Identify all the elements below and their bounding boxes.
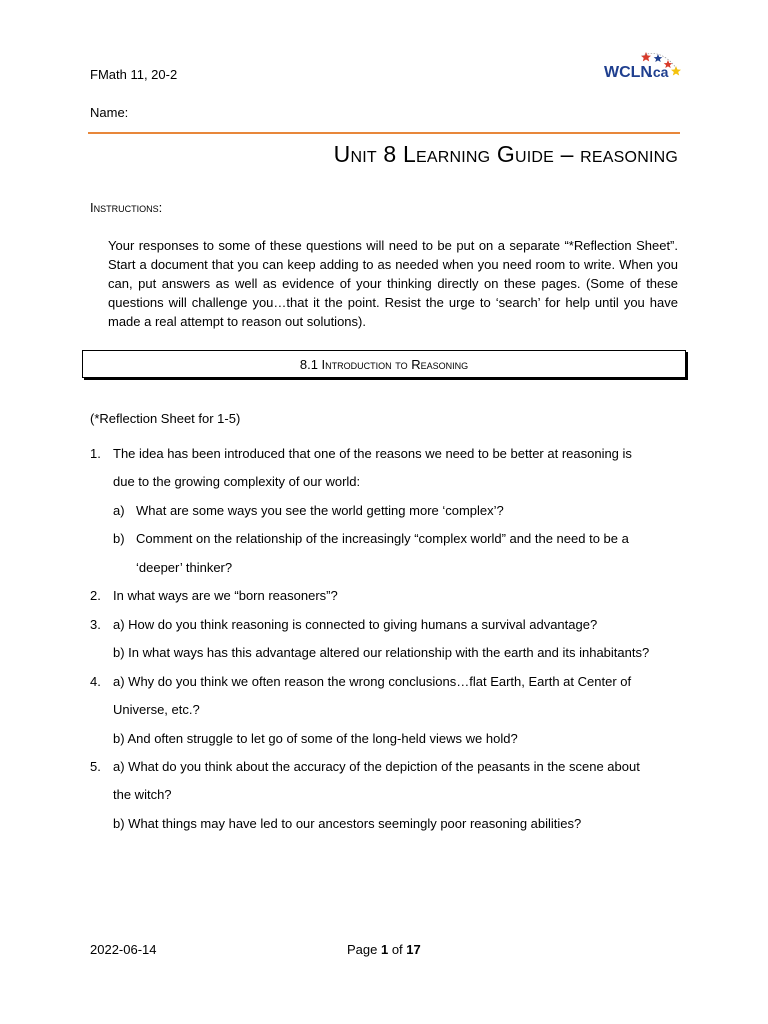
section-heading-box bbox=[82, 350, 686, 378]
reflection-note: (*Reflection Sheet for 1-5) bbox=[90, 411, 241, 426]
question-5-number: 5. bbox=[90, 759, 101, 774]
question-3-number: 3. bbox=[90, 617, 101, 632]
section-title: 8.1 Introduction to Reasoning bbox=[299, 356, 469, 372]
question-2-number: 2. bbox=[90, 588, 101, 603]
question-2-text: In what ways are we “born reasoners”? bbox=[113, 588, 338, 603]
logo-suffix: .ca bbox=[649, 64, 669, 80]
page-number: Page 1 of 17 bbox=[347, 942, 421, 957]
question-4-number: 4. bbox=[90, 674, 101, 689]
name-label: Name: bbox=[90, 105, 129, 120]
question-1b-label: b) bbox=[113, 531, 125, 546]
question-1b-line1: Comment on the relationship of the increasingly “complex world” and the need to be a bbox=[136, 531, 629, 546]
question-1a-label: a) bbox=[113, 503, 125, 518]
star-icon bbox=[654, 54, 663, 62]
page-title: Unit 8 Learning Guide – reasoning bbox=[333, 141, 678, 167]
total-pages: 17 bbox=[406, 942, 421, 957]
question-4a-line1: a) Why do you think we often reason the wrong conclusions…flat Earth, Earth at Center of bbox=[113, 674, 632, 689]
question-1b-line2: ‘deeper’ thinker? bbox=[136, 560, 233, 575]
star-icon bbox=[671, 66, 681, 76]
instructions-body: Your responses to some of these questions will need to be put on a separate “*Reflection Sheet”. Start a document that you can keep adding to as needed when you need room to write. When you can, put answers as well as evidence of your thinking directly on these pages. (Some of these questions will challenge you…that it the point. Resist the urge to ‘search’ for help until you have made a real attempt to reason out solutions). bbox=[108, 238, 678, 329]
question-1-number: 1. bbox=[90, 446, 101, 461]
header-rule bbox=[88, 132, 680, 134]
question-1a-text: What are some ways you see the world getting more ‘complex’? bbox=[136, 503, 504, 518]
logo-text: WCLN bbox=[604, 64, 652, 81]
footer-date: 2022-06-14 bbox=[90, 942, 157, 957]
question-4a-line2: Universe, etc.? bbox=[113, 702, 200, 717]
question-3b-text: b) In what ways has this advantage altered our relationship with the earth and its inhabitants? bbox=[113, 645, 650, 660]
question-5a-line2: the witch? bbox=[113, 787, 172, 802]
instructions-heading: Instructions: bbox=[90, 200, 163, 215]
question-5b-text: b) What things may have led to our ancestors seemingly poor reasoning abilities? bbox=[113, 816, 582, 831]
course-label: FMath 11, 20-2 bbox=[90, 67, 178, 82]
wcln-logo bbox=[604, 50, 684, 82]
question-1-line2: due to the growing complexity of our world: bbox=[113, 474, 361, 489]
question-5a-line1: a) What do you think about the accuracy of the depiction of the peasants in the scene about bbox=[113, 759, 640, 774]
question-3a-text: a) How do you think reasoning is connected to giving humans a survival advantage? bbox=[113, 617, 598, 632]
question-4b-text: b) And often struggle to let go of some of the long-held views we hold? bbox=[113, 731, 518, 746]
star-icon bbox=[641, 52, 651, 61]
question-1-line1: The idea has been introduced that one of the reasons we need to be better at reasoning is bbox=[113, 446, 632, 461]
current-page: 1 bbox=[380, 942, 389, 957]
